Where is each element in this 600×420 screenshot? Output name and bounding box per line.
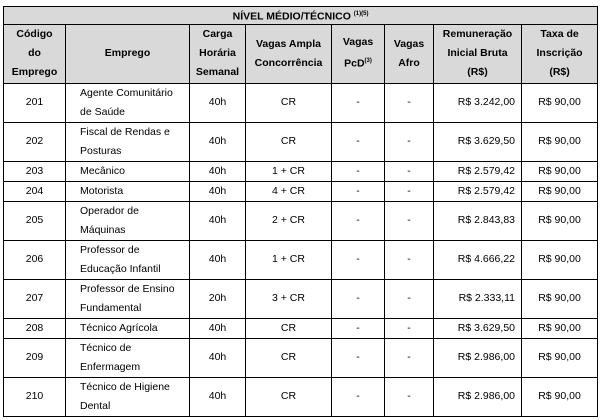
cell-code: 207: [4, 279, 66, 318]
cell-vagas-ampla: CR: [246, 338, 332, 377]
cell-carga: 40h: [190, 377, 246, 416]
cell-vagas-pcd: -: [332, 201, 385, 240]
cell-emprego-line: Enfermagem: [80, 360, 141, 373]
cell-taxa: R$ 90,00: [522, 377, 598, 416]
cell-vagas-afro: -: [385, 181, 434, 201]
cell-emprego: [66, 377, 190, 416]
cell-remuneracao: R$ 3.629,50: [434, 122, 522, 161]
cell-vagas-pcd: -: [332, 377, 385, 416]
cell-taxa: R$ 90,00: [522, 83, 598, 122]
cell-vagas-afro: -: [385, 338, 434, 377]
header-carga: [190, 24, 246, 83]
cell-taxa: R$ 90,00: [522, 338, 598, 377]
cell-vagas-ampla: CR: [246, 318, 332, 338]
table-row: [4, 338, 598, 377]
table-body: [4, 83, 598, 416]
cell-vagas-ampla: CR: [246, 122, 332, 161]
cell-remuneracao: R$ 2.333,11: [434, 279, 522, 318]
cell-taxa: R$ 90,00: [522, 279, 598, 318]
cell-remuneracao: R$ 2.579,42: [434, 181, 522, 201]
header-remuneracao-line: Remuneração: [442, 28, 513, 40]
jobs-table: [3, 6, 598, 417]
cell-vagas-ampla: 1 + CR: [246, 240, 332, 279]
cell-code: 210: [4, 377, 66, 416]
cell-taxa: R$ 90,00: [522, 201, 598, 240]
cell-emprego: [66, 338, 190, 377]
cell-carga: 40h: [190, 161, 246, 181]
cell-remuneracao: R$ 2.986,00: [434, 377, 522, 416]
cell-emprego-line: Professor de Ensino: [80, 282, 175, 295]
cell-vagas-pcd: -: [332, 122, 385, 161]
cell-emprego-line: Educação Infantil: [80, 262, 161, 275]
cell-code: 201: [4, 83, 66, 122]
header-vagas-pcd-line: Vagas: [342, 36, 374, 49]
cell-emprego-line: Técnico de Higiene: [80, 380, 170, 393]
cell-vagas-afro: -: [385, 83, 434, 122]
cell-emprego: [66, 161, 190, 181]
cell-emprego: [66, 318, 190, 338]
cell-carga: 40h: [190, 122, 246, 161]
cell-vagas-afro: -: [385, 240, 434, 279]
table-row: [4, 240, 598, 279]
header-vagas-afro-line: Vagas: [393, 37, 425, 50]
cell-remuneracao: R$ 2.843,83: [434, 201, 522, 240]
table-row: [4, 201, 598, 240]
table-row: [4, 279, 598, 318]
cell-emprego: [66, 201, 190, 240]
header-remuneracao: [434, 24, 522, 83]
cell-emprego-line: Técnico Agrícola: [80, 321, 158, 334]
cell-emprego: [66, 181, 190, 201]
cell-carga: 40h: [190, 338, 246, 377]
cell-emprego-line: Fiscal de Rendas e: [80, 125, 170, 138]
cell-remuneracao: R$ 2.986,00: [434, 338, 522, 377]
cell-taxa: R$ 90,00: [522, 161, 598, 181]
cell-vagas-afro: -: [385, 318, 434, 338]
cell-emprego-line: Fundamental: [80, 301, 142, 314]
table-title-text: NÍVEL MÉDIO/TÉCNICO: [232, 10, 351, 23]
header-vagas-ampla-line: Concorrência: [254, 56, 323, 69]
cell-vagas-ampla: 4 + CR: [246, 181, 332, 201]
cell-remuneracao: R$ 2.579,42: [434, 161, 522, 181]
cell-remuneracao: R$ 3.242,00: [434, 83, 522, 122]
header-carga-line: Horária: [199, 47, 236, 59]
table-row: [4, 122, 598, 161]
cell-emprego: [66, 122, 190, 161]
cell-carga: 40h: [190, 318, 246, 338]
cell-emprego-line: Máquinas: [80, 223, 126, 236]
cell-emprego-line: Operador de: [80, 204, 139, 217]
cell-carga: 40h: [190, 240, 246, 279]
cell-vagas-pcd: -: [332, 279, 385, 318]
header-vagas-afro-line: Afro: [398, 56, 420, 69]
cell-emprego-line: Agente Comunitário: [80, 86, 173, 99]
cell-code: 208: [4, 318, 66, 338]
header-remuneracao-line: (R$): [467, 66, 488, 78]
cell-remuneracao: R$ 4.666,22: [434, 240, 522, 279]
cell-vagas-pcd: -: [332, 318, 385, 338]
cell-taxa: R$ 90,00: [522, 240, 598, 279]
cell-vagas-afro: -: [385, 122, 434, 161]
header-taxa: [522, 24, 598, 83]
cell-vagas-pcd: -: [332, 338, 385, 377]
cell-vagas-pcd: -: [332, 83, 385, 122]
cell-emprego-line: de Saúde: [80, 105, 125, 118]
cell-emprego: [66, 240, 190, 279]
header-vagas-ampla: [246, 24, 332, 83]
header-codigo-line: Emprego: [11, 66, 58, 78]
cell-code: 206: [4, 240, 66, 279]
cell-emprego: [66, 83, 190, 122]
cell-vagas-afro: -: [385, 201, 434, 240]
cell-vagas-ampla: 3 + CR: [246, 279, 332, 318]
header-emprego: Emprego: [66, 24, 190, 83]
header-vagas-pcd-line: PcD: [344, 57, 365, 70]
cell-vagas-pcd: -: [332, 181, 385, 201]
cell-vagas-ampla: CR: [246, 83, 332, 122]
cell-emprego-line: Professor de: [80, 243, 140, 256]
table-row: [4, 377, 598, 416]
cell-taxa: R$ 90,00: [522, 181, 598, 201]
cell-emprego: [66, 279, 190, 318]
cell-emprego-line: Motorista: [80, 184, 124, 197]
header-vagas-pcd: [332, 24, 385, 83]
header-vagas-afro: [385, 24, 434, 83]
cell-vagas-pcd: -: [332, 240, 385, 279]
cell-carga: 20h: [190, 279, 246, 318]
table-row: [4, 318, 598, 338]
header-vagas-ampla-line: Vagas Ampla: [256, 37, 321, 50]
cell-code: 205: [4, 201, 66, 240]
cell-code: 204: [4, 181, 66, 201]
table-title: [4, 7, 598, 25]
table-row: [4, 161, 598, 181]
cell-taxa: R$ 90,00: [522, 318, 598, 338]
cell-taxa: R$ 90,00: [522, 122, 598, 161]
header-codigo-line: Código: [16, 28, 53, 40]
cell-vagas-afro: -: [385, 279, 434, 318]
header-taxa-line: Taxa de: [540, 28, 579, 40]
cell-vagas-afro: -: [385, 161, 434, 181]
cell-carga: 40h: [190, 83, 246, 122]
header-vagas-pcd-footnote: (3): [364, 58, 372, 65]
header-taxa-line: (R$): [549, 66, 570, 78]
header-carga-line: Carga: [202, 28, 233, 40]
table-row: [4, 181, 598, 201]
header-codigo-line: do: [28, 47, 41, 59]
cell-emprego-line: Dental: [80, 399, 111, 412]
cell-emprego-line: Técnico de: [80, 341, 132, 354]
table-title-footnote: (1)(5): [353, 11, 369, 17]
cell-vagas-ampla: 2 + CR: [246, 201, 332, 240]
header-carga-line: Semanal: [195, 66, 240, 78]
cell-vagas-pcd: -: [332, 161, 385, 181]
cell-vagas-ampla: 1 + CR: [246, 161, 332, 181]
cell-remuneracao: R$ 3.629,50: [434, 318, 522, 338]
header-taxa-line: Inscrição: [536, 47, 583, 59]
cell-emprego-line: Posturas: [80, 144, 122, 157]
cell-vagas-ampla: CR: [246, 377, 332, 416]
table-row: [4, 83, 598, 122]
cell-carga: 40h: [190, 201, 246, 240]
cell-code: 203: [4, 161, 66, 181]
cell-vagas-afro: -: [385, 377, 434, 416]
cell-emprego-line: Mecânico: [80, 164, 125, 177]
header-remuneracao-line: Inicial Bruta: [447, 47, 508, 59]
cell-code: 209: [4, 338, 66, 377]
header-codigo: [4, 24, 66, 83]
cell-code: 202: [4, 122, 66, 161]
cell-carga: 40h: [190, 181, 246, 201]
